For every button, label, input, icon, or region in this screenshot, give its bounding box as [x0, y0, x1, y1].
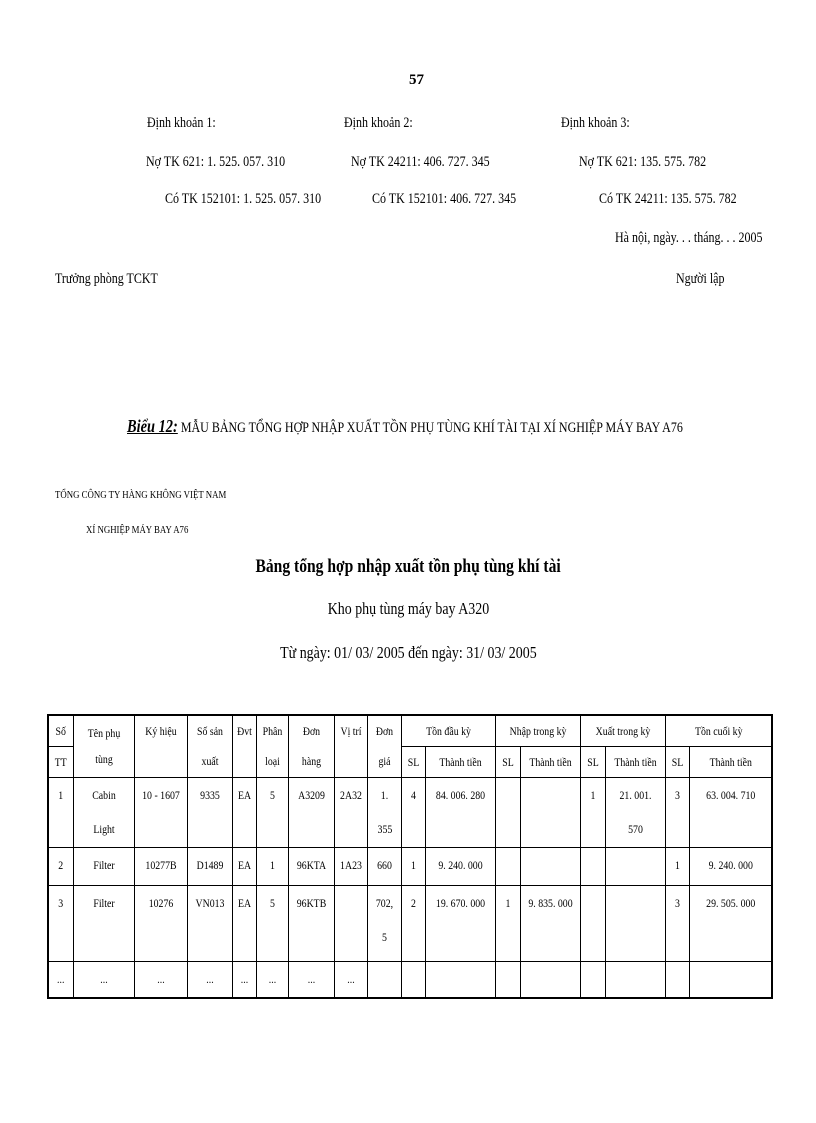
header-close-amount: Thành tiền [689, 747, 772, 778]
entry-3-credit: Có TK 24211: 135. 575. 782 [599, 191, 737, 207]
entry-2-credit: Có TK 152101: 406. 727. 345 [372, 191, 517, 207]
header-out-amount: Thành tiền [605, 747, 665, 778]
cell-ellipsis: ... [232, 962, 256, 998]
header-in-qty: SL [495, 747, 520, 778]
cell-ellipsis: ... [187, 962, 232, 998]
cell-close-qty: 1 [665, 848, 689, 886]
cell-class: 5 [256, 886, 288, 962]
entry-2-label: Định khoản 2: [344, 115, 413, 131]
cell-in-qty [495, 778, 520, 848]
header-class: Phân loại [256, 715, 288, 778]
cell-location: 1A23 [334, 848, 367, 886]
report-period: Từ ngày: 01/ 03/ 2005 đến ngày: 31/ 03/ 2005 [279, 643, 537, 662]
cell-unit: EA [232, 778, 256, 848]
cell-out-amount [605, 886, 665, 962]
cell-class: 5 [256, 778, 288, 848]
cell-open-amount: 9. 240. 000 [425, 848, 495, 886]
cell-in-qty: 1 [495, 886, 520, 962]
cell-in-amount [520, 778, 580, 848]
cell-serial: 9335 [187, 778, 232, 848]
header-receipt: Nhập trong kỳ [495, 715, 580, 747]
cell-out-qty [580, 848, 605, 886]
entry-1-debit: Nợ TK 621: 1. 525. 057. 310 [146, 154, 286, 170]
header-in-amount: Thành tiền [520, 747, 580, 778]
cell-out-amount [605, 848, 665, 886]
table-row [48, 886, 772, 962]
cell-serial: D1489 [187, 848, 232, 886]
signer-left: Trưởng phòng TCKT [55, 271, 158, 287]
cell-order: 96KTB [288, 886, 334, 962]
header-open-amount: Thành tiền [425, 747, 495, 778]
cell-close-amount: 9. 240. 000 [689, 848, 772, 886]
cell-out-amount: 21. 001. 570 [605, 778, 665, 848]
cell-unit: EA [232, 848, 256, 886]
cell-order: A3209 [288, 778, 334, 848]
cell-empty [580, 962, 605, 998]
cell-ellipsis: ... [288, 962, 334, 998]
cell-name: Cabin Light [73, 778, 134, 848]
cell-location: 2A32 [334, 778, 367, 848]
header-code: Ký hiệu [134, 715, 187, 778]
header-opening: Tồn đầu kỳ [401, 715, 495, 747]
cell-serial: VN013 [187, 886, 232, 962]
cell-empty [401, 962, 425, 998]
cell-name: Filter [73, 886, 134, 962]
cell-open-qty: 4 [401, 778, 425, 848]
report-title: Bảng tổng hợp nhập xuất tồn phụ tùng khí tài [255, 556, 561, 577]
header-row-1 [48, 715, 772, 747]
cell-open-amount: 84. 006. 280 [425, 778, 495, 848]
date-line: Hà nội, ngày. . . tháng. . . 2005 [615, 230, 763, 246]
cell-ellipsis: ... [334, 962, 367, 998]
company-name: TỔNG CÔNG TY HÀNG KHÔNG VIỆT NAM [55, 489, 227, 501]
cell-location [334, 886, 367, 962]
inventory-table [47, 714, 773, 999]
cell-in-amount: 9. 835. 000 [520, 886, 580, 962]
header-serial: Số sản xuất [187, 715, 232, 778]
cell-ellipsis: ... [256, 962, 288, 998]
header-stt-2: TT [48, 747, 73, 778]
cell-in-amount [520, 848, 580, 886]
signer-right: Người lập [676, 271, 725, 287]
header-closing: Tồn cuối kỳ [665, 715, 772, 747]
header-out-qty: SL [580, 747, 605, 778]
form-title-text: MẪU BẢNG TỔNG HỢP NHẬP XUẤT TỒN PHỤ TÙNG KHÍ TÀI TẠI XÍ NGHIỆP MÁY BAY A76 [177, 420, 683, 436]
unit-name: XÍ NGHIỆP MÁY BAY A76 [86, 524, 189, 536]
cell-price: 1. 355 [367, 778, 401, 848]
cell-empty [520, 962, 580, 998]
cell-stt: 1 [48, 778, 73, 848]
cell-name: Filter [73, 848, 134, 886]
cell-close-amount: 29. 505. 000 [689, 886, 772, 962]
entry-2-debit: Nợ TK 24211: 406. 727. 345 [351, 154, 490, 170]
form-title [127, 416, 816, 437]
cell-empty [495, 962, 520, 998]
cell-price: 660 [367, 848, 401, 886]
entry-3-label: Định khoản 3: [561, 115, 630, 131]
header-stt: Số [48, 715, 73, 747]
cell-ellipsis: ... [48, 962, 73, 998]
cell-open-qty: 1 [401, 848, 425, 886]
cell-open-amount: 19. 670. 000 [425, 886, 495, 962]
header-name: Tên phụ tùng [73, 715, 134, 778]
cell-order: 96KTA [288, 848, 334, 886]
cell-ellipsis: ... [134, 962, 187, 998]
header-close-qty: SL [665, 747, 689, 778]
cell-empty [689, 962, 772, 998]
table-row [48, 778, 772, 848]
cell-code: 10276 [134, 886, 187, 962]
cell-unit: EA [232, 886, 256, 962]
entry-3-debit: Nợ TK 621: 135. 575. 782 [579, 154, 707, 170]
cell-code: 10277B [134, 848, 187, 886]
cell-class: 1 [256, 848, 288, 886]
entry-1-label: Định khoản 1: [147, 115, 216, 131]
cell-stt: 2 [48, 848, 73, 886]
header-location: Vị trí [334, 715, 367, 778]
cell-open-qty: 2 [401, 886, 425, 962]
entry-1-credit: Có TK 152101: 1. 525. 057. 310 [165, 191, 322, 207]
cell-ellipsis: ... [73, 962, 134, 998]
cell-price: 702, 5 [367, 886, 401, 962]
header-issue: Xuất trong kỳ [580, 715, 665, 747]
cell-empty [665, 962, 689, 998]
page-number: 57 [409, 72, 424, 88]
form-title-lead: Biểu 12: [127, 416, 178, 436]
table-row [48, 848, 772, 886]
header-price: Đơn giá [367, 715, 401, 778]
cell-out-qty [580, 886, 605, 962]
cell-close-qty: 3 [665, 778, 689, 848]
header-unit: Đvt [232, 715, 256, 778]
header-open-qty: SL [401, 747, 425, 778]
cell-in-qty [495, 848, 520, 886]
cell-close-qty: 3 [665, 886, 689, 962]
cell-code: 10 - 1607 [134, 778, 187, 848]
cell-stt: 3 [48, 886, 73, 962]
warehouse-name: Kho phụ tùng máy bay A320 [327, 599, 489, 618]
header-order: Đơn hàng [288, 715, 334, 778]
cell-empty [605, 962, 665, 998]
cell-out-qty: 1 [580, 778, 605, 848]
cell-empty [367, 962, 401, 998]
ellipsis-row [48, 962, 772, 998]
cell-close-amount: 63. 004. 710 [689, 778, 772, 848]
cell-empty [425, 962, 495, 998]
